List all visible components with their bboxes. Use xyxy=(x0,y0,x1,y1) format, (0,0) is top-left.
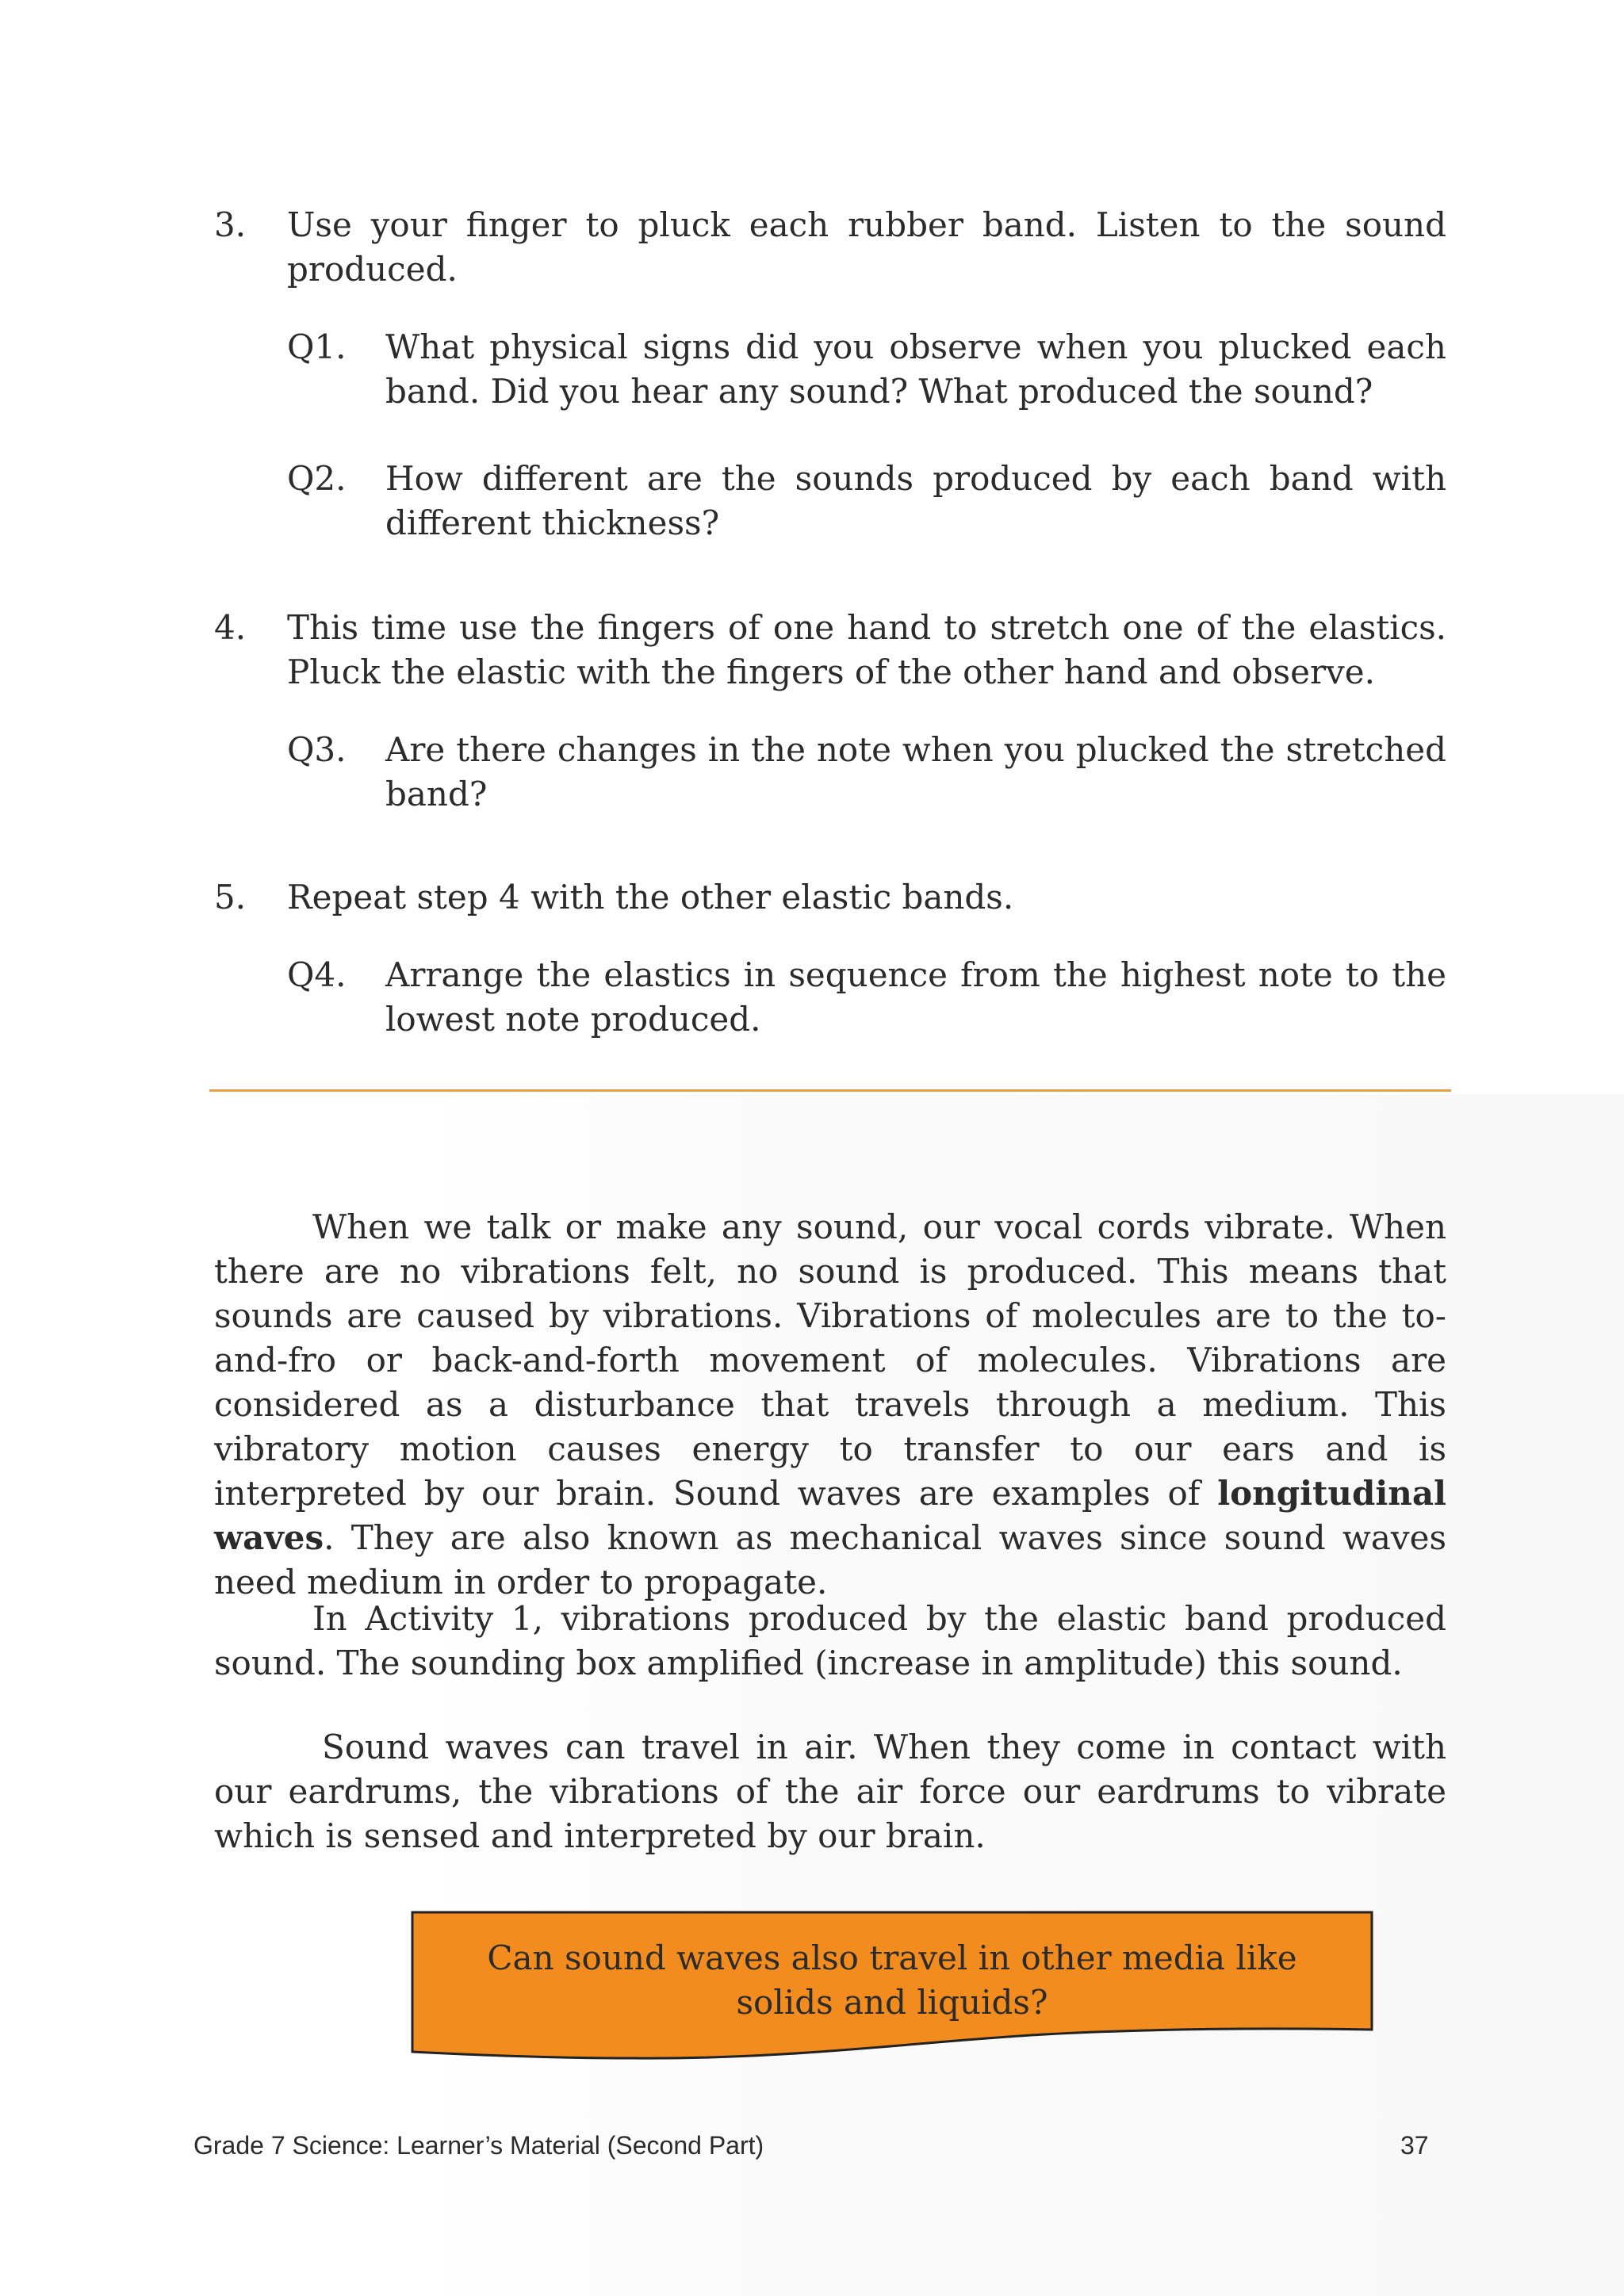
step-number: 5. xyxy=(214,878,247,916)
step-5 xyxy=(214,875,1446,920)
question-callout xyxy=(411,1911,1373,2061)
page-number: 37 xyxy=(1400,2131,1429,2160)
step-number: 3. xyxy=(214,205,247,244)
question-text: Arrange the elastics in sequence from the highest note to the lowest note produced. xyxy=(385,955,1446,1039)
callout-text: Can sound waves also travel in other media like solids and liquids? xyxy=(487,1938,1297,2022)
question-q1 xyxy=(287,325,1446,414)
step-4 xyxy=(214,606,1446,695)
question-q2 xyxy=(287,457,1446,545)
paragraph-text: In Activity 1, vibrations produced by the elastic band produced sound. The sounding box amplified (increase in amplitude) this sound. xyxy=(214,1599,1446,1682)
question-q3 xyxy=(287,728,1446,817)
question-text: How different are the sounds produced by each band with different thickness? xyxy=(385,459,1446,542)
question-text: Are there changes in the note when you plucked the stretched band? xyxy=(385,730,1446,813)
paragraph-air xyxy=(214,1725,1446,1858)
step-text: Use your finger to pluck each rubber band. Listen to the sound produced. xyxy=(287,205,1446,289)
step-number: 4. xyxy=(214,608,247,647)
question-number: Q2. xyxy=(287,459,347,498)
question-number: Q1. xyxy=(287,327,347,366)
paragraph-text: When we talk or make any sound, our vocal cords vibrate. When there are no vibrations felt, no sound is produced. This means that sounds are caused by vibrations. Vibrations of molecules are to the to-and-fro or back-and-forth movement of molecules. Vibrations are considered as a disturbance that travels through a medium. This vibratory motion causes energy to transfer to our ears and is interpreted by our brain. Sound waves are examples of xyxy=(214,1207,1446,1513)
section-divider xyxy=(209,1089,1451,1092)
paragraph-activity xyxy=(214,1597,1446,1686)
question-text: What physical signs did you observe when you plucked each band. Did you hear any sound? What produced the sound? xyxy=(385,327,1446,411)
step-text: Repeat step 4 with the other elastic bands. xyxy=(287,878,1014,916)
question-number: Q3. xyxy=(287,730,347,769)
paragraph-text: . They are also known as mechanical waves since sound waves need medium in order to propagate. xyxy=(214,1518,1446,1601)
step-text: This time use the fingers of one hand to stretch one of the elastics. Pluck the elastic with the fingers of the other hand and observe. xyxy=(287,608,1446,691)
key-term: longitudinal waves xyxy=(214,1474,1446,1557)
paragraph-vibrations xyxy=(214,1205,1446,1605)
question-number: Q4. xyxy=(287,955,347,994)
step-3 xyxy=(214,203,1446,292)
footer-book-title: Grade 7 Science: Learner’s Material (Second Part) xyxy=(193,2131,764,2160)
paragraph-text: Sound waves can travel in air. When they come in contact with our eardrums, the vibrations of the air force our eardrums to vibrate which is sensed and interpreted by our brain. xyxy=(214,1728,1446,1855)
question-q4 xyxy=(287,953,1446,1042)
